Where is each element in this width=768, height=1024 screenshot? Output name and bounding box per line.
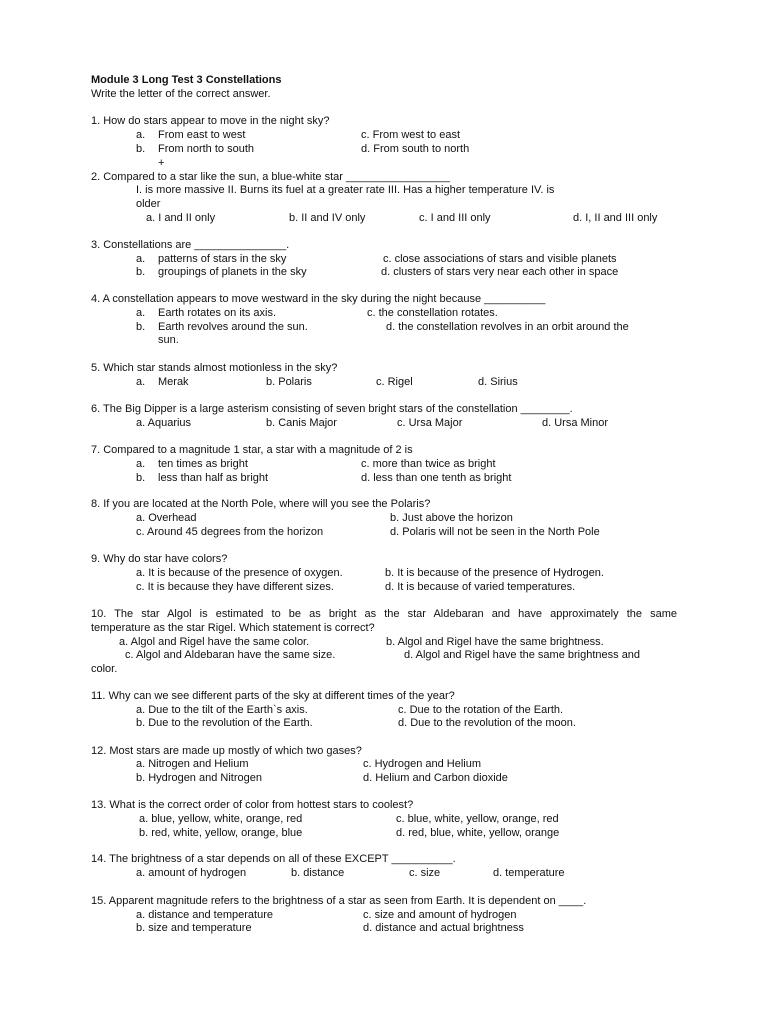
q13-choice-d: d. red, blue, white, yellow, orange (396, 827, 560, 839)
q1-choice-b-letter: b. (136, 143, 146, 155)
q9-choice-a: a. It is because of the presence of oxygen. (136, 567, 343, 579)
q2-statements-cont: older (136, 198, 161, 210)
q14-choice-d: d. temperature (493, 867, 565, 879)
q2-choice-c: c. I and III only (419, 212, 491, 224)
q4-choice-a-letter: a. (136, 307, 146, 319)
q1-choice-a: From east to west (158, 129, 246, 141)
q14-choice-b: b. distance (291, 867, 345, 879)
q7-choice-d: d. less than one tenth as bright (361, 472, 512, 484)
q7-choice-a-letter: a. (136, 458, 146, 470)
question-8: 8. If you are located at the North Pole, where will you see the Polaris? (91, 498, 431, 510)
q9-choice-b: b. It is because of the presence of Hydrogen. (385, 567, 604, 579)
q10-choice-d-cont: color. (91, 663, 118, 675)
q2-choice-d: d. I, II and III only (573, 212, 658, 224)
question-15: 15. Apparent magnitude refers to the brightness of a star as seen from Earth. It is dependent on ____. (91, 895, 587, 907)
q12-choice-b: b. Hydrogen and Nitrogen (136, 772, 262, 784)
q12-choice-c: c. Hydrogen and Helium (363, 758, 482, 770)
q10-choice-d: d. Algol and Rigel have the same brightness and (404, 649, 641, 661)
question-1: 1. How do stars appear to move in the night sky? (91, 115, 330, 127)
q10-choice-a: a. Algol and Rigel have the same color. (119, 636, 310, 648)
q7-choice-c: c. more than twice as bright (361, 458, 496, 470)
q10-choice-c: c. Algol and Aldebaran have the same size. (125, 649, 336, 661)
q9-choice-d: d. It is because of varied temperatures. (385, 581, 576, 593)
q1-choice-b: From north to south (158, 143, 254, 155)
q6-choice-b: b. Canis Major (266, 417, 337, 429)
question-9: 9. Why do star have colors? (91, 553, 228, 565)
q2-choice-a: a. I and II only (146, 212, 216, 224)
q11-choice-d: d. Due to the revolution of the moon. (398, 717, 576, 729)
q8-choice-b: b. Just above the horizon (390, 512, 513, 524)
q6-choice-d: d. Ursa Minor (542, 417, 609, 429)
q5-choice-d: d. Sirius (478, 376, 518, 388)
question-14: 14. The brightness of a star depends on all of these EXCEPT __________. (91, 853, 456, 865)
q8-choice-c: c. Around 45 degrees from the horizon (136, 526, 324, 538)
q8-choice-a: a. Overhead (136, 512, 197, 524)
q11-choice-b: b. Due to the revolution of the Earth. (136, 717, 313, 729)
q5-choice-a-letter: a. (136, 376, 146, 388)
question-6: 6. The Big Dipper is a large asterism consisting of seven bright stars of the constellation ________. (91, 403, 573, 415)
q3-choice-b-letter: b. (136, 266, 146, 278)
q1-choice-c: c. From west to east (361, 129, 461, 141)
q3-choice-c: c. close associations of stars and visible planets (383, 253, 617, 265)
q5-choice-c: c. Rigel (376, 376, 413, 388)
q6-choice-c: c. Ursa Major (397, 417, 463, 429)
q14-choice-c: c. size (409, 867, 441, 879)
question-10: 10. The star Algol is estimated to be as bright as the star Aldebaran and have approximately the same (91, 608, 677, 620)
q3-choice-a-letter: a. (136, 253, 146, 265)
stray-mark: + (158, 157, 165, 169)
q2-choice-b: b. II and IV only (289, 212, 366, 224)
q1-choice-a-letter: a. (136, 129, 146, 141)
q15-choice-a: a. distance and temperature (136, 909, 273, 921)
q5-choice-b: b. Polaris (266, 376, 312, 388)
q7-choice-b: less than half as bright (158, 472, 269, 484)
question-10-cont: temperature as the star Rigel. Which statement is correct? (91, 622, 375, 634)
q4-choice-a: Earth rotates on its axis. (158, 307, 276, 319)
question-3: 3. Constellations are _______________. (91, 239, 290, 251)
q15-choice-d: d. distance and actual brightness (363, 922, 524, 934)
q11-choice-a: a. Due to the tilt of the Earth`s axis. (136, 704, 308, 716)
q8-choice-d: d. Polaris will not be seen in the North Pole (390, 526, 600, 538)
q7-choice-a: ten times as bright (158, 458, 248, 470)
q9-choice-c: c. It is because they have different sizes. (136, 581, 334, 593)
document-title: Module 3 Long Test 3 Constellations (91, 74, 282, 86)
q10-choice-b: b. Algol and Rigel have the same brightness. (386, 636, 604, 648)
q5-choice-a: Merak (158, 376, 189, 388)
question-7: 7. Compared to a magnitude 1 star, a star with a magnitude of 2 is (91, 444, 413, 456)
q3-choice-a: patterns of stars in the sky (158, 253, 287, 265)
q15-choice-c: c. size and amount of hydrogen (363, 909, 517, 921)
q4-choice-d-cont: sun. (158, 334, 179, 346)
question-11: 11. Why can we see different parts of the sky at different times of the year? (91, 690, 455, 702)
q1-choice-d: d. From south to north (361, 143, 470, 155)
q12-choice-a: a. Nitrogen and Helium (136, 758, 249, 770)
q4-choice-c: c. the constellation rotates. (367, 307, 498, 319)
q13-choice-c: c. blue, white, yellow, orange, red (396, 813, 559, 825)
question-2: 2. Compared to a star like the sun, a blue-white star _________________ (91, 171, 450, 183)
instructions: Write the letter of the correct answer. (91, 88, 271, 100)
q15-choice-b: b. size and temperature (136, 922, 252, 934)
q12-choice-d: d. Helium and Carbon dioxide (363, 772, 508, 784)
q7-choice-b-letter: b. (136, 472, 146, 484)
q4-choice-b-letter: b. (136, 321, 146, 333)
q4-choice-b: Earth revolves around the sun. (158, 321, 308, 333)
question-13: 13. What is the correct order of color from hottest stars to coolest? (91, 799, 414, 811)
q13-choice-a: a. blue, yellow, white, orange, red (139, 813, 303, 825)
q6-choice-a: a. Aquarius (136, 417, 192, 429)
question-5: 5. Which star stands almost motionless in the sky? (91, 362, 338, 374)
q13-choice-b: b. red, white, yellow, orange, blue (139, 827, 303, 839)
q11-choice-c: c. Due to the rotation of the Earth. (398, 704, 564, 716)
question-12: 12. Most stars are made up mostly of which two gases? (91, 745, 362, 757)
q3-choice-d: d. clusters of stars very near each other in space (381, 266, 619, 278)
q3-choice-b: groupings of planets in the sky (158, 266, 307, 278)
q4-choice-d: d. the constellation revolves in an orbit around the (386, 321, 629, 333)
q14-choice-a: a. amount of hydrogen (136, 867, 247, 879)
q2-statements: I. is more massive II. Burns its fuel at a greater rate III. Has a higher temperature IV. is (136, 184, 555, 196)
question-4: 4. A constellation appears to move westward in the sky during the night because __________ (91, 293, 546, 305)
